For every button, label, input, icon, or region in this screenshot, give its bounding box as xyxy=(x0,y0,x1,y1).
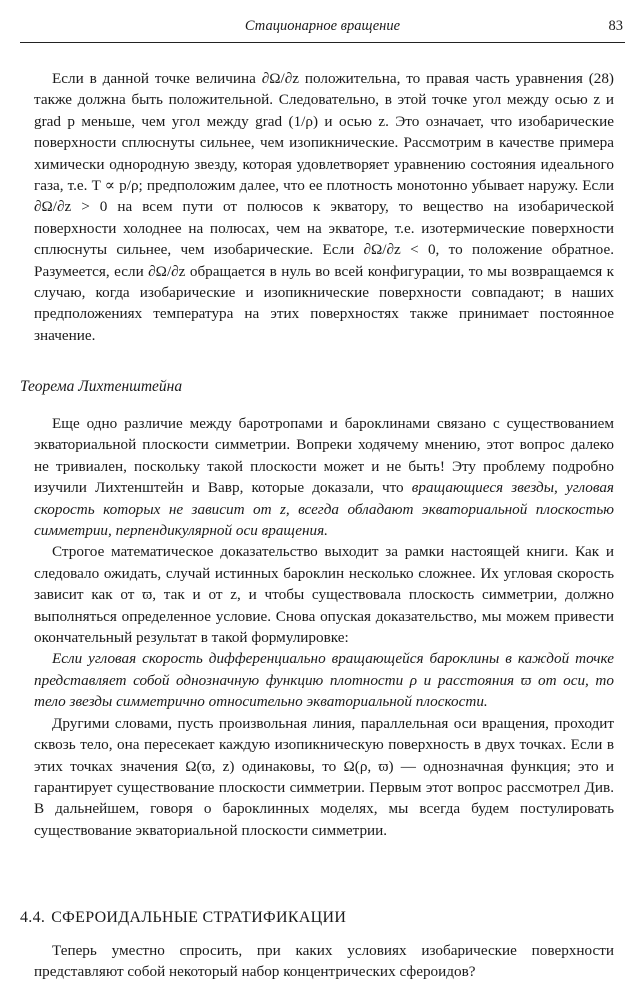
paragraph-proof-note: Строгое математическое доказательство выходит за рамки настоящей книги. Как и следовало ожидать, случай истинных бароклин несколько сложнее. Их угловая скорость зависит как от ϖ, так и от z, и чтобы существовала плоскость симметрии, должно выполняться определенное условие. Снова опуская доказательство, мы можем привести окончательный результат в такой формулировке: xyxy=(34,543,614,647)
paragraph-explanation: Другими словами, пусть произвольная линия, параллельная оси вращения, проходит сквозь тело, она пересекает каждую изопикническую поверхность в двух точках. Если в этих точках значения Ω(ϖ, z) одинаковы, то Ω(ρ, ϖ) — однозначная функция; это и гарантирует существование плоскости симметрии. Первым этот вопрос рассмотрел Див. В дальнейшем, говоря о бароклинных моделях, мы всегда будем постулировать существование экваториальной плоскости симметрии. xyxy=(34,714,614,839)
running-title: Стационарное вращение xyxy=(244,18,401,34)
paragraph-lichtenstein-lead: Еще одно различие между баротропами и бароклинами связано с существованием экваториальной плоскости симметрии. Вопреки ходячему мнению, этот вопрос далеко не тривиален, поскольку такой плоскости может и не быть! Эту проблему подробно изучили Лихтенштейн и Вавр, которые доказали, что xyxy=(34,415,614,497)
paragraph-block-3 xyxy=(34,940,614,983)
paragraph-lichtenstein xyxy=(34,413,614,541)
section-number: 4.4. xyxy=(20,909,46,926)
paragraph-block-2 xyxy=(34,413,614,841)
running-header xyxy=(20,14,625,43)
section-heading xyxy=(20,909,346,927)
paragraph-theorem-statement: Если угловая скорость дифференциально вращающейся бароклины в каждой точке представляет собой однозначную функцию плотности ρ и расстояния ϖ от оси, то тело звезды симметрично относительно экваториальной плоскости. xyxy=(34,650,614,711)
theorem-heading: Теорема Лихтенштейна xyxy=(20,378,183,395)
section-title: СФЕРОИДАЛЬНЫЕ СТРАТИФИКАЦИИ xyxy=(51,909,347,926)
paragraph-lichtenstein-statement: вращающиеся звезды, угловая скорость которых не зависит от z, всегда обладают экваториальной плоскостью симметрии, перпендикулярной оси вращения. xyxy=(34,479,614,540)
page-number: 83 xyxy=(608,18,623,34)
paragraph-block-1 xyxy=(34,68,614,346)
paragraph-isobaric: Если в данной точке величина ∂Ω/∂z положительна, то правая часть уравнения (28) также должна быть положительной. Следовательно, в этой точке угол между осью z и grad p меньше, чем угол между grad (1/ρ) и осью z. Это означает, что изобарические поверхности сплюснуты сильнее, чем изопикнические. Рассмотрим в качестве примера химически однородную звезду, которая удовлетворяет уравнению состояния идеального газа, т.е. T ∝ p/ρ; предположим далее, что ее плотность монотонно убывает наружу. Если ∂Ω/∂z > 0 на всем пути от полюсов к экватору, то вещество на изобарической поверхности холоднее на полюсах, чем на экваторе, т.е. изотермические поверхности сплюснуты сильнее, чем изобарические. Если ∂Ω/∂z < 0, то положение обратное. Разумеется, если ∂Ω/∂z обращается в нуль во всей конфигурации, то мы возвращаемся к случаю, когда изобарические и изопикнические поверхности совпадают; в наших предположениях температура на этих поверхностях также принимает постоянное значение. xyxy=(34,70,614,344)
paragraph-spheroidal: Теперь уместно спросить, при каких условиях изобарические поверхности представляют собой некоторый набор концентрических сфероидов? xyxy=(34,942,614,981)
